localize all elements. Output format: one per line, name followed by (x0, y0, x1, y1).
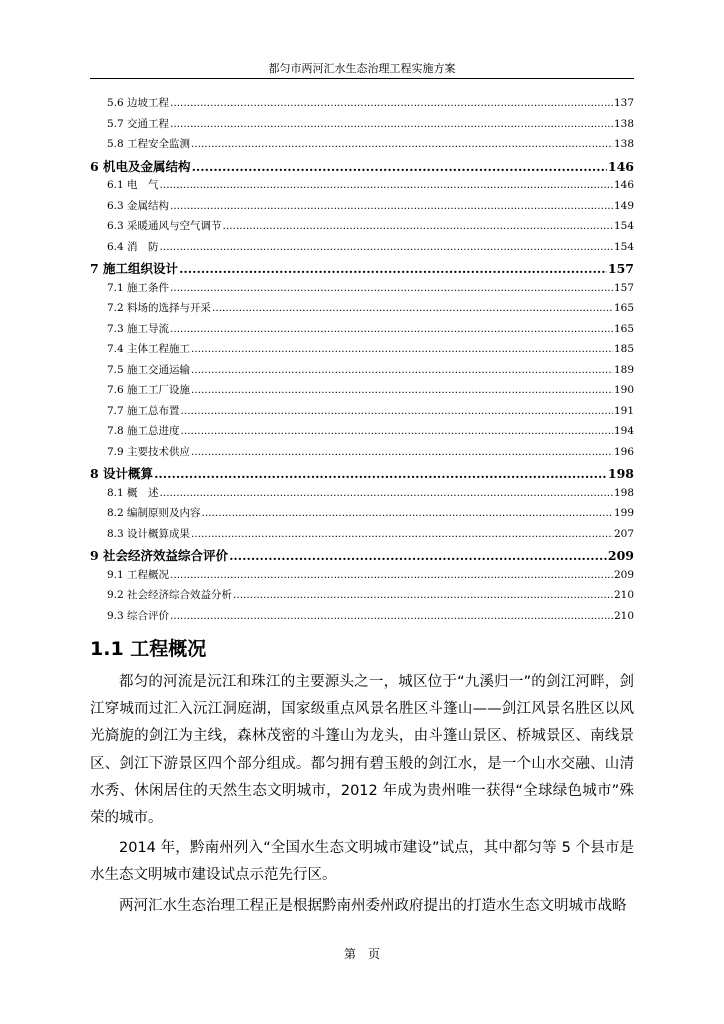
toc-entry-label: 7.3 施工导流 (107, 322, 170, 335)
toc-page-number: 154 (613, 240, 634, 253)
toc-page-number: 185 (613, 343, 634, 355)
toc-page-number: 146 (607, 158, 634, 174)
toc-dot-leader (181, 405, 613, 417)
toc-entry[interactable] (90, 341, 634, 362)
toc-page-number: 198 (607, 466, 634, 481)
toc-dot-leader (191, 528, 613, 540)
toc-page-number: 137 (613, 97, 634, 109)
toc-dot-leader (170, 97, 613, 109)
toc-page-number: 198 (613, 486, 634, 499)
toc-entry-label: 6.4 消 防 (107, 240, 159, 253)
toc-entry[interactable] (90, 95, 634, 116)
toc-dot-leader (212, 302, 613, 314)
toc-dot-leader (191, 343, 613, 355)
toc-entry[interactable] (90, 177, 634, 198)
toc-entry[interactable] (90, 444, 634, 465)
toc-entry-label: 8 设计概算 (90, 466, 154, 481)
toc-entry-label: 7 施工组织设计 (90, 261, 179, 276)
toc-dot-leader (223, 220, 613, 232)
toc-page-number: 210 (613, 609, 634, 622)
toc-entry[interactable] (90, 423, 634, 444)
toc-page-number: 189 (613, 363, 634, 376)
toc-dot-leader (181, 425, 613, 437)
toc-page-number: 149 (613, 199, 634, 212)
toc-page-number: 165 (613, 322, 634, 335)
toc-page-number: 199 (613, 507, 634, 519)
toc-entry[interactable] (90, 485, 634, 506)
toc-entry-label: 6.3 金属结构 (107, 199, 170, 212)
toc-entry[interactable] (90, 526, 634, 547)
toc-entry-label: 5.8 工程安全监测 (107, 138, 191, 150)
toc-dot-leader (154, 466, 607, 481)
toc-entry[interactable] (90, 136, 634, 157)
toc-entry[interactable] (90, 198, 634, 219)
toc-entry[interactable] (90, 116, 634, 137)
toc-entry[interactable] (90, 321, 634, 342)
toc-entry-label: 8.1 概 述 (107, 486, 159, 499)
toc-entry-label: 9.1 工程概况 (107, 568, 170, 581)
toc-dot-leader (229, 548, 607, 563)
body-paragraph: 2014 年，黔南州列入“全国水生态文明城市建设”试点，其中都匀等 5 个县市是水生态文明城市建设试点示范先行区。 (90, 840, 634, 884)
toc-dot-leader (170, 610, 613, 622)
toc-entry-label: 7.8 施工总进度 (107, 425, 180, 437)
toc-chapter-entry[interactable] (90, 259, 634, 280)
toc-page-number: 194 (613, 425, 634, 437)
toc-dot-leader (179, 261, 607, 276)
toc-entry[interactable] (90, 382, 634, 403)
toc-page-number: 190 (613, 384, 634, 396)
toc-entry-label: 8.2 编制原则及内容 (107, 507, 201, 519)
toc-entry-label: 7.9 主要技术供应 (107, 445, 191, 458)
toc-entry-label: 6.1 电 气 (107, 179, 159, 191)
toc-page-number: 157 (613, 281, 634, 294)
toc-entry[interactable] (90, 362, 634, 383)
toc-dot-leader (170, 282, 613, 294)
toc-dot-leader (191, 384, 613, 396)
toc-entry-label: 9.3 综合评价 (107, 609, 170, 622)
toc-dot-leader (233, 589, 613, 601)
toc-entry-label: 9.2 社会经济综合效益分析 (107, 589, 233, 601)
toc-entry-label: 7.7 施工总布置 (107, 404, 180, 417)
table-of-contents (90, 95, 634, 628)
header-divider (90, 78, 634, 79)
toc-entry-label: 9 社会经济效益综合评价 (90, 548, 229, 563)
toc-entry-label: 5.6 边坡工程 (107, 97, 170, 109)
toc-dot-leader (191, 138, 613, 150)
toc-dot-leader (170, 118, 613, 130)
page-footer: 第 页 (343, 947, 380, 961)
toc-dot-leader (160, 179, 613, 191)
toc-dot-leader (160, 241, 613, 253)
toc-entry-label: 8.3 设计概算成果 (107, 527, 191, 540)
toc-page-number: 154 (613, 220, 634, 232)
toc-page-number: 138 (613, 117, 634, 130)
body-paragraph: 两河汇水生态治理工程正是根据黔南州委州政府提出的打造水生态文明城市战略 (119, 897, 627, 914)
toc-page-number: 191 (613, 404, 634, 417)
toc-entry-label: 7.2 料场的选择与开采 (107, 302, 212, 314)
toc-page-number: 209 (613, 568, 634, 581)
toc-entry-label: 7.6 施工工厂设施 (107, 384, 191, 396)
toc-entry-label: 5.7 交通工程 (107, 117, 170, 130)
toc-page-number: 210 (613, 589, 634, 601)
toc-dot-leader (192, 159, 607, 174)
toc-entry[interactable] (90, 239, 634, 260)
toc-page-number: 146 (613, 179, 634, 191)
toc-chapter-entry[interactable] (90, 546, 634, 567)
toc-dot-leader (170, 569, 613, 581)
toc-dot-leader (191, 364, 613, 376)
toc-entry-label: 7.1 施工条件 (107, 281, 170, 294)
toc-entry-label: 7.5 施工交通运输 (107, 363, 191, 376)
toc-chapter-entry[interactable] (90, 464, 634, 485)
toc-dot-leader (170, 200, 613, 212)
toc-entry-label: 6.3 采暖通风与空气调节 (107, 220, 222, 232)
toc-entry[interactable] (90, 280, 634, 301)
toc-entry[interactable] (90, 587, 634, 608)
toc-dot-leader (191, 446, 613, 458)
body-paragraph: 都匀的河流是沅江和珠江的主要源头之一，城区位于“九溪归一”的剑江河畔，剑江穿城而过汇入沅江洞庭湖，国家级重点风景名胜区斗篷山——剑江风景名胜区以风光旖旎的剑江为主线，森林茂密的斗篷山为龙头，由斗篷山景区、桥城景区、南线景区、剑江下游景区四个部分组成。都匀拥有碧玉般的剑江水，是一个山水交融、山清水秀、休闲居住的天然生态文明城市，2012 年成为贵州唯一获得“全球绿色城市”殊荣的城市。 (90, 674, 634, 827)
toc-page-number: 207 (613, 527, 634, 540)
toc-page-number: 209 (607, 548, 634, 563)
section-heading: 1.1 工程概况 (90, 638, 207, 660)
toc-entry[interactable] (90, 567, 634, 588)
toc-chapter-entry[interactable] (90, 157, 634, 178)
toc-entry-label: 6 机电及金属结构 (90, 158, 191, 174)
toc-entry[interactable] (90, 608, 634, 629)
toc-dot-leader (170, 323, 613, 335)
toc-page-number: 157 (607, 261, 634, 276)
toc-page-number: 138 (613, 138, 634, 150)
toc-dot-leader (160, 487, 613, 499)
section-body (90, 669, 634, 920)
toc-page-number: 165 (613, 302, 634, 314)
running-header: 都匀市两河汇水生态治理工程实施方案 (268, 62, 456, 75)
toc-page-number: 196 (613, 445, 634, 458)
toc-entry[interactable] (90, 218, 634, 239)
toc-dot-leader (202, 507, 613, 519)
toc-entry-label: 7.4 主体工程施工 (107, 343, 191, 355)
toc-entry[interactable] (90, 403, 634, 424)
toc-entry[interactable] (90, 300, 634, 321)
toc-entry[interactable] (90, 505, 634, 526)
